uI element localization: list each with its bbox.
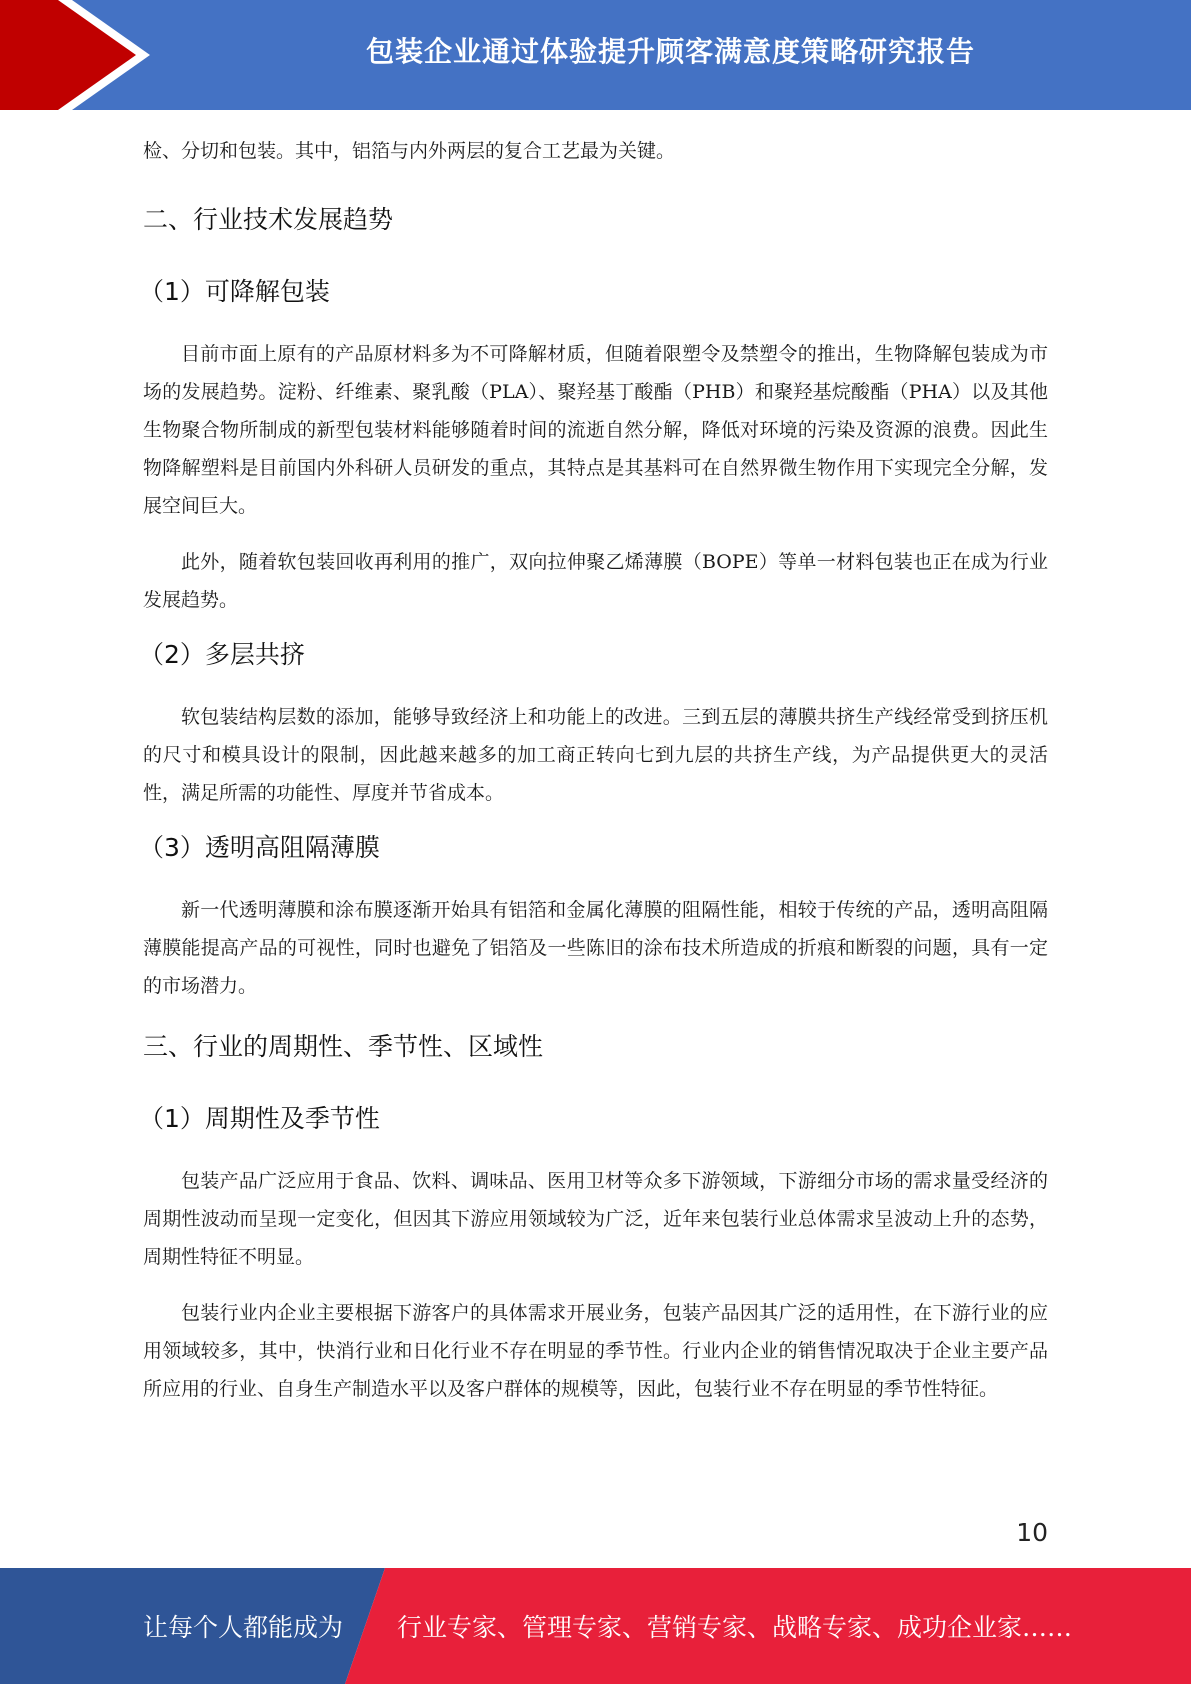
paragraph: 包装行业内企业主要根据下游客户的具体需求开展业务，包装产品因其广泛的适用性，在下游行业的应用领域较多，其中，快消行业和日化行业不存在明显的季节性。行业内企业的销售情况取决于企业主要产品所应用的行业、自身生产制造水平以及客户群体的规模等，因此，包装行业不存在明显的季节性特征。 [143, 1302, 1048, 1400]
page-number: 10 [1016, 1518, 1048, 1547]
subsection-2-3-heading: （3）透明高阻隔薄膜 [139, 833, 380, 862]
footer-slogan-left: 让每个人都能成为 [143, 1613, 344, 1642]
intro-paragraph: 检、分切和包装。其中，铝箔与内外两层的复合工艺最为关键。 [143, 140, 676, 162]
subsection-2-1-heading: （1）可降解包装 [139, 277, 330, 306]
paragraph: 新一代透明薄膜和涂布膜逐渐开始具有铝箔和金属化薄膜的阻隔性能，相较于传统的产品，透明高阻隔薄膜能提高产品的可视性，同时也避免了铝箔及一些陈旧的涂布技术所造成的折痕和断裂的问题，具有一定的市场潜力。 [143, 899, 1048, 997]
page-header [0, 0, 1191, 110]
section-3-heading: 三、行业的周期性、季节性、区域性 [143, 1032, 544, 1061]
paragraph: 目前市面上原有的产品原材料多为不可降解材质，但随着限塑令及禁塑令的推出，生物降解包装成为市场的发展趋势。淀粉、纤维素、聚乳酸（PLA）、聚羟基丁酸酯（PHB）和聚羟基烷酸酯（PHA）以及其他生物聚合物所制成的新型包装材料能够随着时间的流逝自然分解，降低对环境的污染及资源的浪费。因此生物降解塑料是目前国内外科研人员研发的重点，其特点是其基料可在自然界微生物作用下实现完全分解，发展空间巨大。 [143, 343, 1048, 517]
paragraph: 此外，随着软包装回收再利用的推广，双向拉伸聚乙烯薄膜（BOPE）等单一材料包装也正在成为行业发展趋势。 [143, 551, 1048, 611]
footer-slogan-right: 行业专家、管理专家、营销专家、战略专家、成功企业家…… [397, 1613, 1073, 1642]
page-footer [0, 1568, 1191, 1684]
main-content [139, 132, 1048, 1408]
report-title: 包装企业通过体验提升顾客满意度策略研究报告 [365, 35, 975, 68]
subsection-2-2-heading: （2）多层共挤 [139, 640, 305, 669]
subsection-3-1-heading: （1）周期性及季节性 [139, 1104, 380, 1133]
paragraph: 软包装结构层数的添加，能够导致经济上和功能上的改进。三到五层的薄膜共挤生产线经常受到挤压机的尺寸和模具设计的限制，因此越来越多的加工商正转向七到九层的共挤生产线，为产品提供更大的灵活性，满足所需的功能性、厚度并节省成本。 [143, 706, 1048, 804]
section-2-heading: 二、行业技术发展趋势 [143, 205, 394, 234]
paragraph: 包装产品广泛应用于食品、饮料、调味品、医用卫材等众多下游领域，下游细分市场的需求量受经济的周期性波动而呈现一定变化，但因其下游应用领域较为广泛，近年来包装行业总体需求呈波动上升的态势，周期性特征不明显。 [143, 1170, 1048, 1268]
